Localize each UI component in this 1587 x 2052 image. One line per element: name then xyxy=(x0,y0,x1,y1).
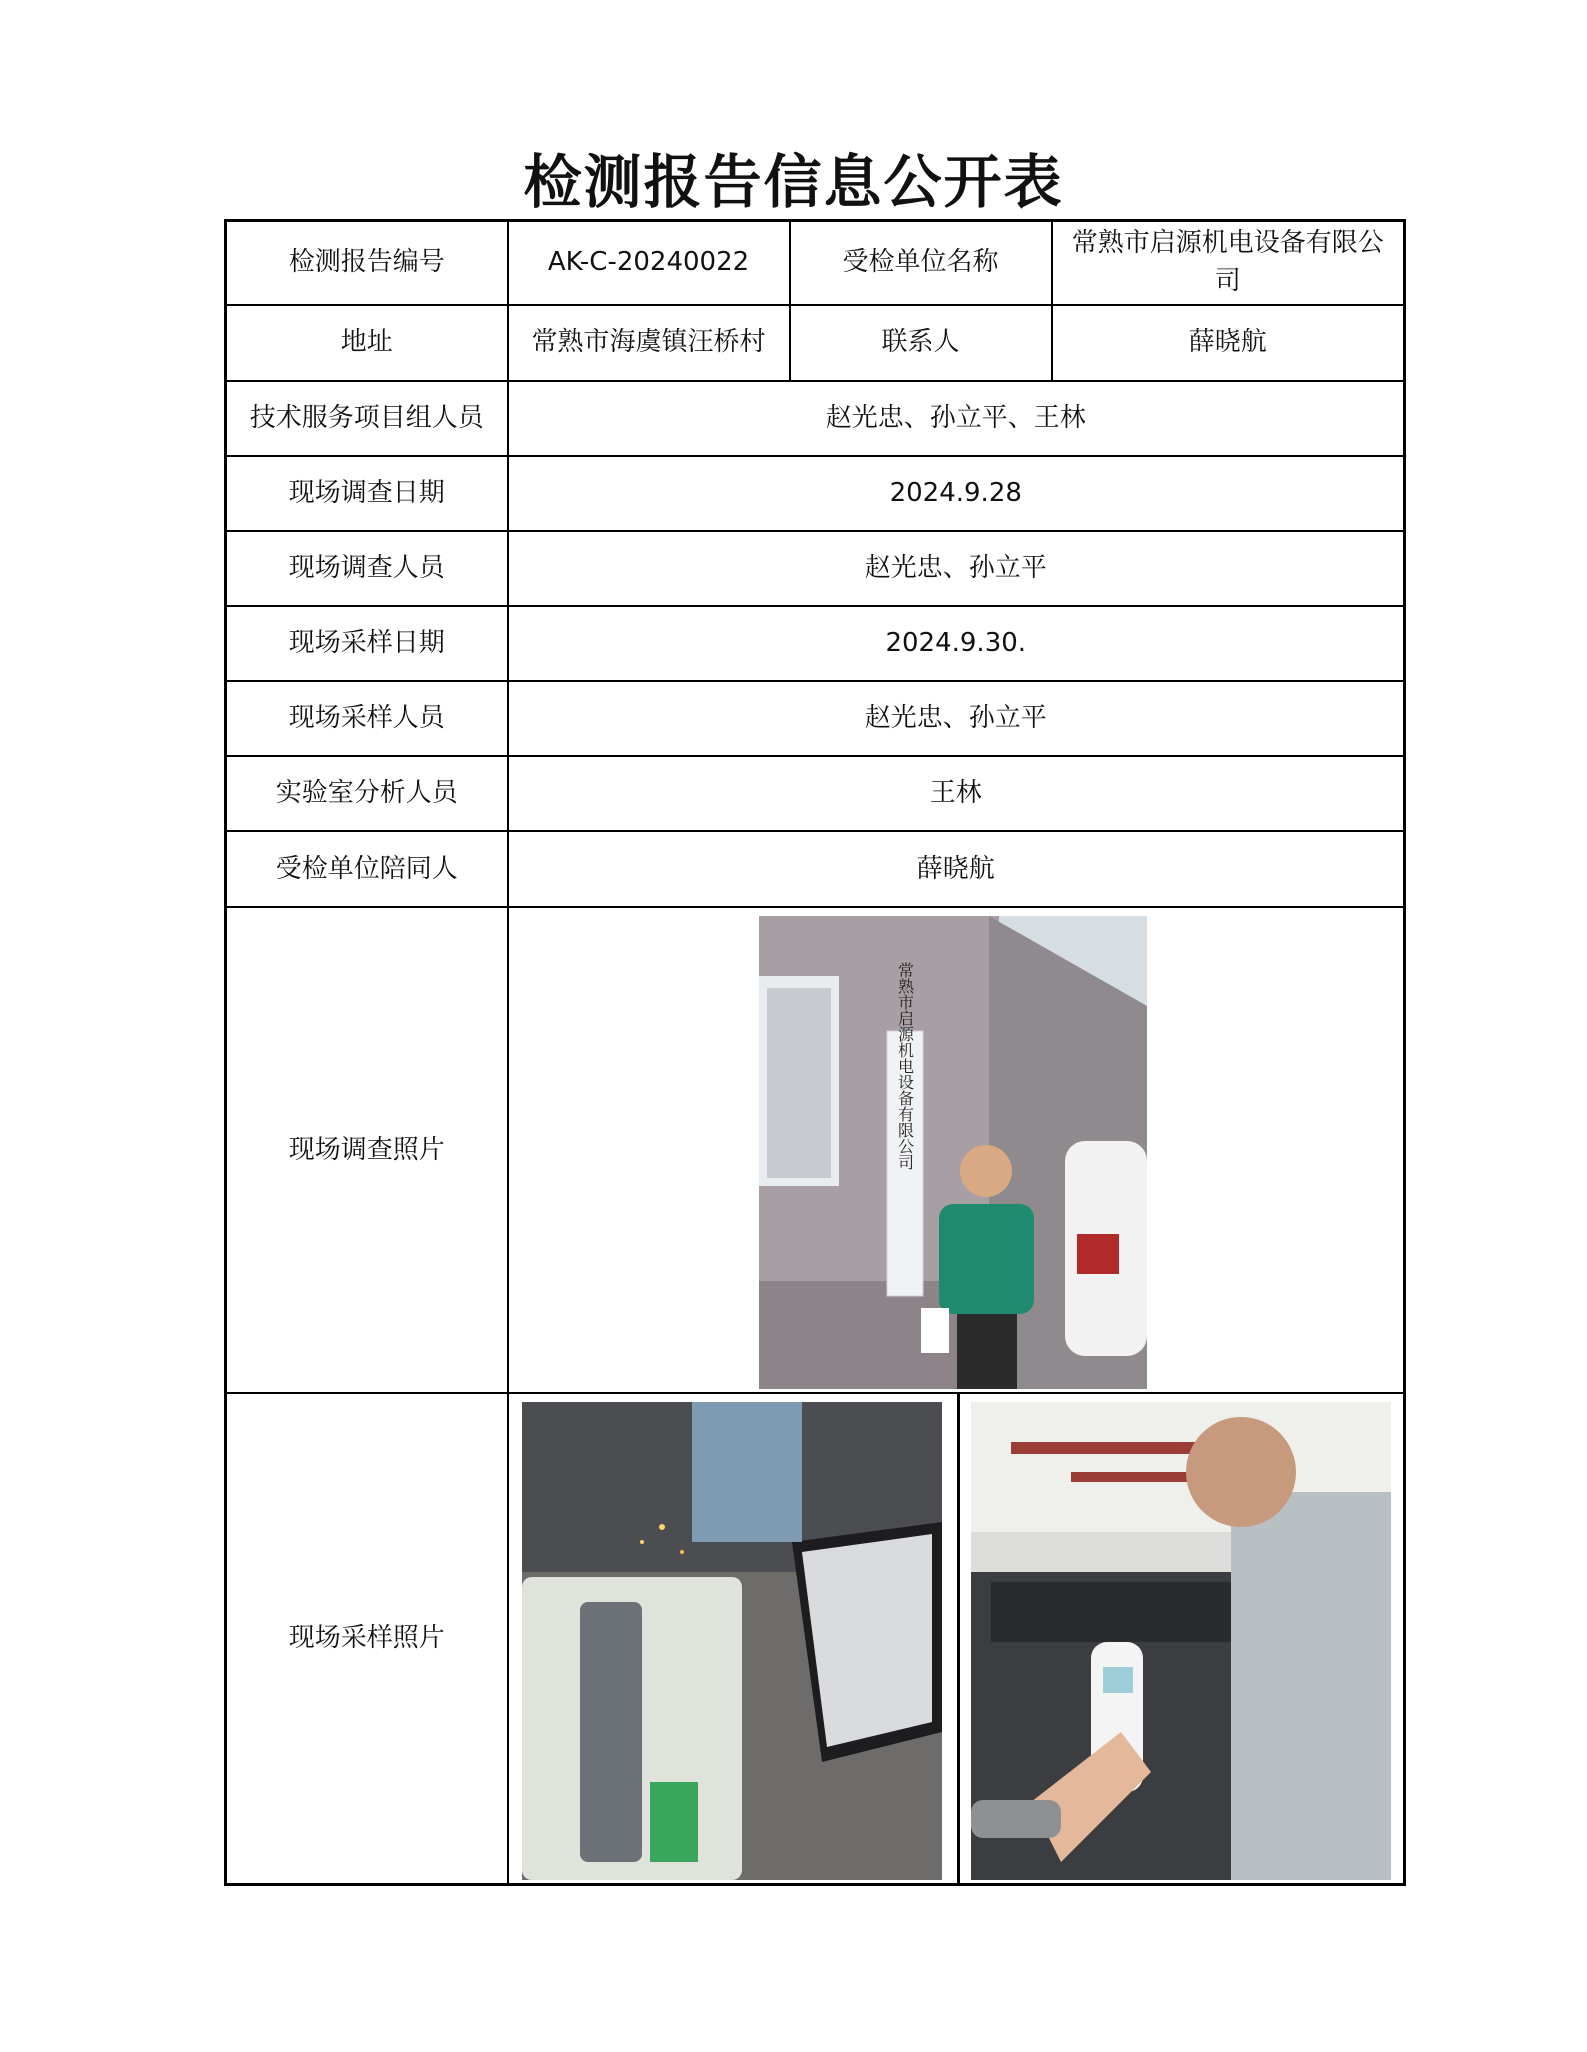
team-label: 技术服务项目组人员 xyxy=(226,381,508,456)
report-no-label: 检测报告编号 xyxy=(226,221,508,305)
escort-value: 薛晓航 xyxy=(508,831,1405,907)
table-row xyxy=(226,756,1405,831)
table-row xyxy=(226,907,1405,1393)
survey-photo-cell xyxy=(508,907,1405,1393)
sampling-photo-grinding xyxy=(522,1402,942,1880)
table-row xyxy=(226,1393,1405,1885)
sampling-photos-cell xyxy=(508,1393,1405,1885)
unit-name-label: 受检单位名称 xyxy=(790,221,1052,305)
page-title: 检测报告信息公开表 xyxy=(523,148,1064,216)
sampling-photo-noise-meter xyxy=(971,1402,1391,1880)
table-row xyxy=(226,381,1405,456)
unit-name-value: 常熟市启源机电设备有限公司 xyxy=(1052,221,1405,305)
table-row xyxy=(226,221,1405,305)
table-row xyxy=(226,305,1405,381)
lab-staff-label: 实验室分析人员 xyxy=(226,756,508,831)
survey-photo-label: 现场调查照片 xyxy=(226,907,508,1393)
sampling-date-value: 2024.9.30. xyxy=(508,606,1405,681)
contact-label: 联系人 xyxy=(790,305,1052,381)
address-label: 地址 xyxy=(226,305,508,381)
sampling-staff-value: 赵光忠、孙立平 xyxy=(508,681,1405,756)
survey-staff-value: 赵光忠、孙立平 xyxy=(508,531,1405,606)
team-value: 赵光忠、孙立平、王林 xyxy=(508,381,1405,456)
contact-value: 薛晓航 xyxy=(1052,305,1405,381)
table-row xyxy=(226,681,1405,756)
lab-staff-value: 王林 xyxy=(508,756,1405,831)
survey-date-label: 现场调查日期 xyxy=(226,456,508,531)
sampling-date-label: 现场采样日期 xyxy=(226,606,508,681)
table-row xyxy=(226,831,1405,907)
table-row xyxy=(226,456,1405,531)
survey-date-value: 2024.9.28 xyxy=(508,456,1405,531)
survey-photo xyxy=(759,916,1147,1389)
report-info-table xyxy=(224,219,1406,1886)
sampling-photo-label: 现场采样照片 xyxy=(226,1393,508,1885)
report-no-value: AK-C-20240022 xyxy=(508,221,790,305)
table-row xyxy=(226,606,1405,681)
escort-label: 受检单位陪同人 xyxy=(226,831,508,907)
table-row xyxy=(226,531,1405,606)
address-value: 常熟市海虞镇汪桥村 xyxy=(508,305,790,381)
survey-staff-label: 现场调查人员 xyxy=(226,531,508,606)
sign-text: 常熟市启源机电设备有限公司 xyxy=(895,962,914,1171)
sampling-staff-label: 现场采样人员 xyxy=(226,681,508,756)
